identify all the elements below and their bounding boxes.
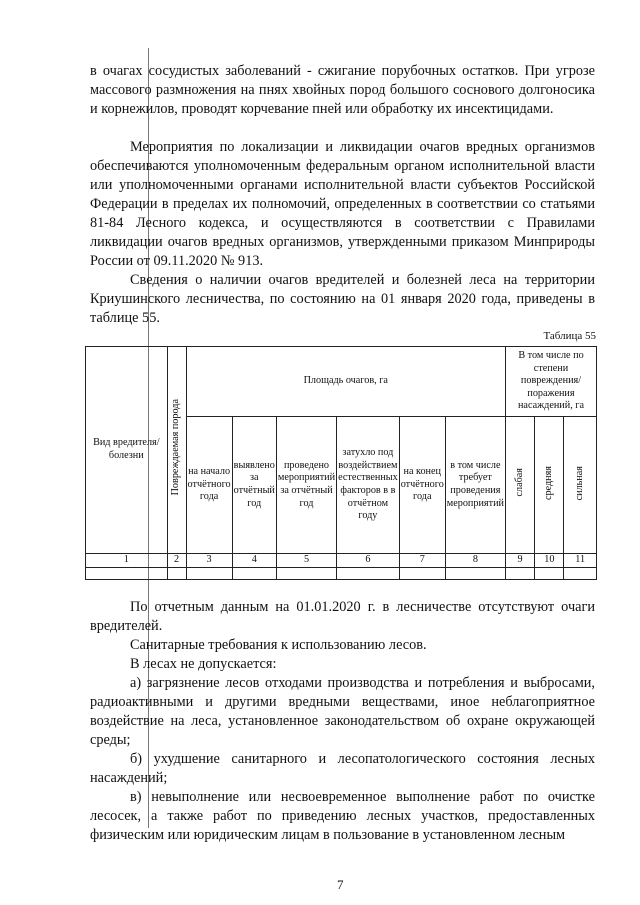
- paragraph-6: В лесах не допускается:: [130, 656, 277, 672]
- col-number: 6: [337, 554, 400, 568]
- paragraph-8: б) ухудшение санитарного и лесопатологического состояния лесных насаждений;: [90, 751, 595, 786]
- header-natural: затухло под воздействием естественных факторов в в отчётном году: [337, 417, 400, 554]
- col-number: 10: [535, 554, 564, 568]
- table-caption: Таблица 55: [543, 330, 596, 342]
- col-number: 2: [167, 554, 186, 568]
- header-area: Площадь очагов, га: [186, 347, 505, 417]
- col-number: 11: [564, 554, 597, 568]
- paragraph-3: Сведения о наличии очагов вредителей и болезней леса на территории Криушинского лесничества, по состоянию на 01 января 2020 года, приведены в таблице 55.: [90, 272, 595, 326]
- paragraph-2: Мероприятия по локализации и ликвидации очагов вредных организмов обеспечиваются уполномоченным федеральным органом исполнительной власти или уполномоченными органами исполнительной власти субъектов Российской Федерации в пределах их полномочий, определенных в соответствии со статьями 81-84 Лесного кодекса, и осуществляются в соответствии с Правилами ликвидации очагов вредных организмов, утвержденными приказом Минприроды России от 09.11.2020 № 913.: [90, 139, 595, 269]
- col-number: 1: [86, 554, 168, 568]
- paragraph-7: а) загрязнение лесов отходами производства и потребления и выбросами, радиоактивными и другими вредными веществами, иное неблагоприятное воздействие на леса, установленное законодательством об охране окружающей среды;: [90, 675, 595, 748]
- header-start: на начало отчётного года: [186, 417, 232, 554]
- header-pest: Вид вредителя/болезни: [86, 347, 168, 554]
- paragraph-5: Санитарные требования к использованию лесов.: [130, 637, 427, 653]
- col-number: 3: [186, 554, 232, 568]
- col-number: 5: [276, 554, 336, 568]
- header-weak: слабая: [513, 468, 525, 497]
- col-number: 4: [232, 554, 276, 568]
- header-breed: Повреждаемая порода: [170, 399, 182, 496]
- page-number: 7: [337, 877, 344, 892]
- pest-table: [85, 346, 597, 580]
- paragraph-9: в) невыполнение или несвоевременное выполнение работ по очистке лесосек, а также работ по приведению лесных участков, предоставленных физическим или юридическим лицам в пользование в установленном лесным: [90, 789, 595, 843]
- header-need: в том числе требует проведения мероприятий: [445, 417, 505, 554]
- header-damage: В том числе по степени повреждения/поражения насаждений, га: [505, 347, 596, 417]
- paragraph-4: По отчетным данным на 01.01.2020 г. в лесничестве отсутствуют очаги вредителей.: [90, 599, 595, 634]
- header-end: на конец отчётного года: [399, 417, 445, 554]
- col-number: 8: [445, 554, 505, 568]
- header-found: выявлено за отчётный год: [232, 417, 276, 554]
- header-strong: сильная: [573, 465, 585, 500]
- col-number: 9: [505, 554, 534, 568]
- table-row: [86, 567, 597, 579]
- header-medium: средняя: [543, 465, 555, 500]
- col-number: 7: [399, 554, 445, 568]
- header-measures: проведено мероприятий за отчётный год: [276, 417, 336, 554]
- paragraph-1: в очагах сосудистых заболеваний - сжигание порубочных остатков. При угрозе массового размножения на пнях хвойных пород большого соснового долгоносика и корнежилов, проводят корчевание пней или обработку их инсектицидами.: [90, 63, 595, 117]
